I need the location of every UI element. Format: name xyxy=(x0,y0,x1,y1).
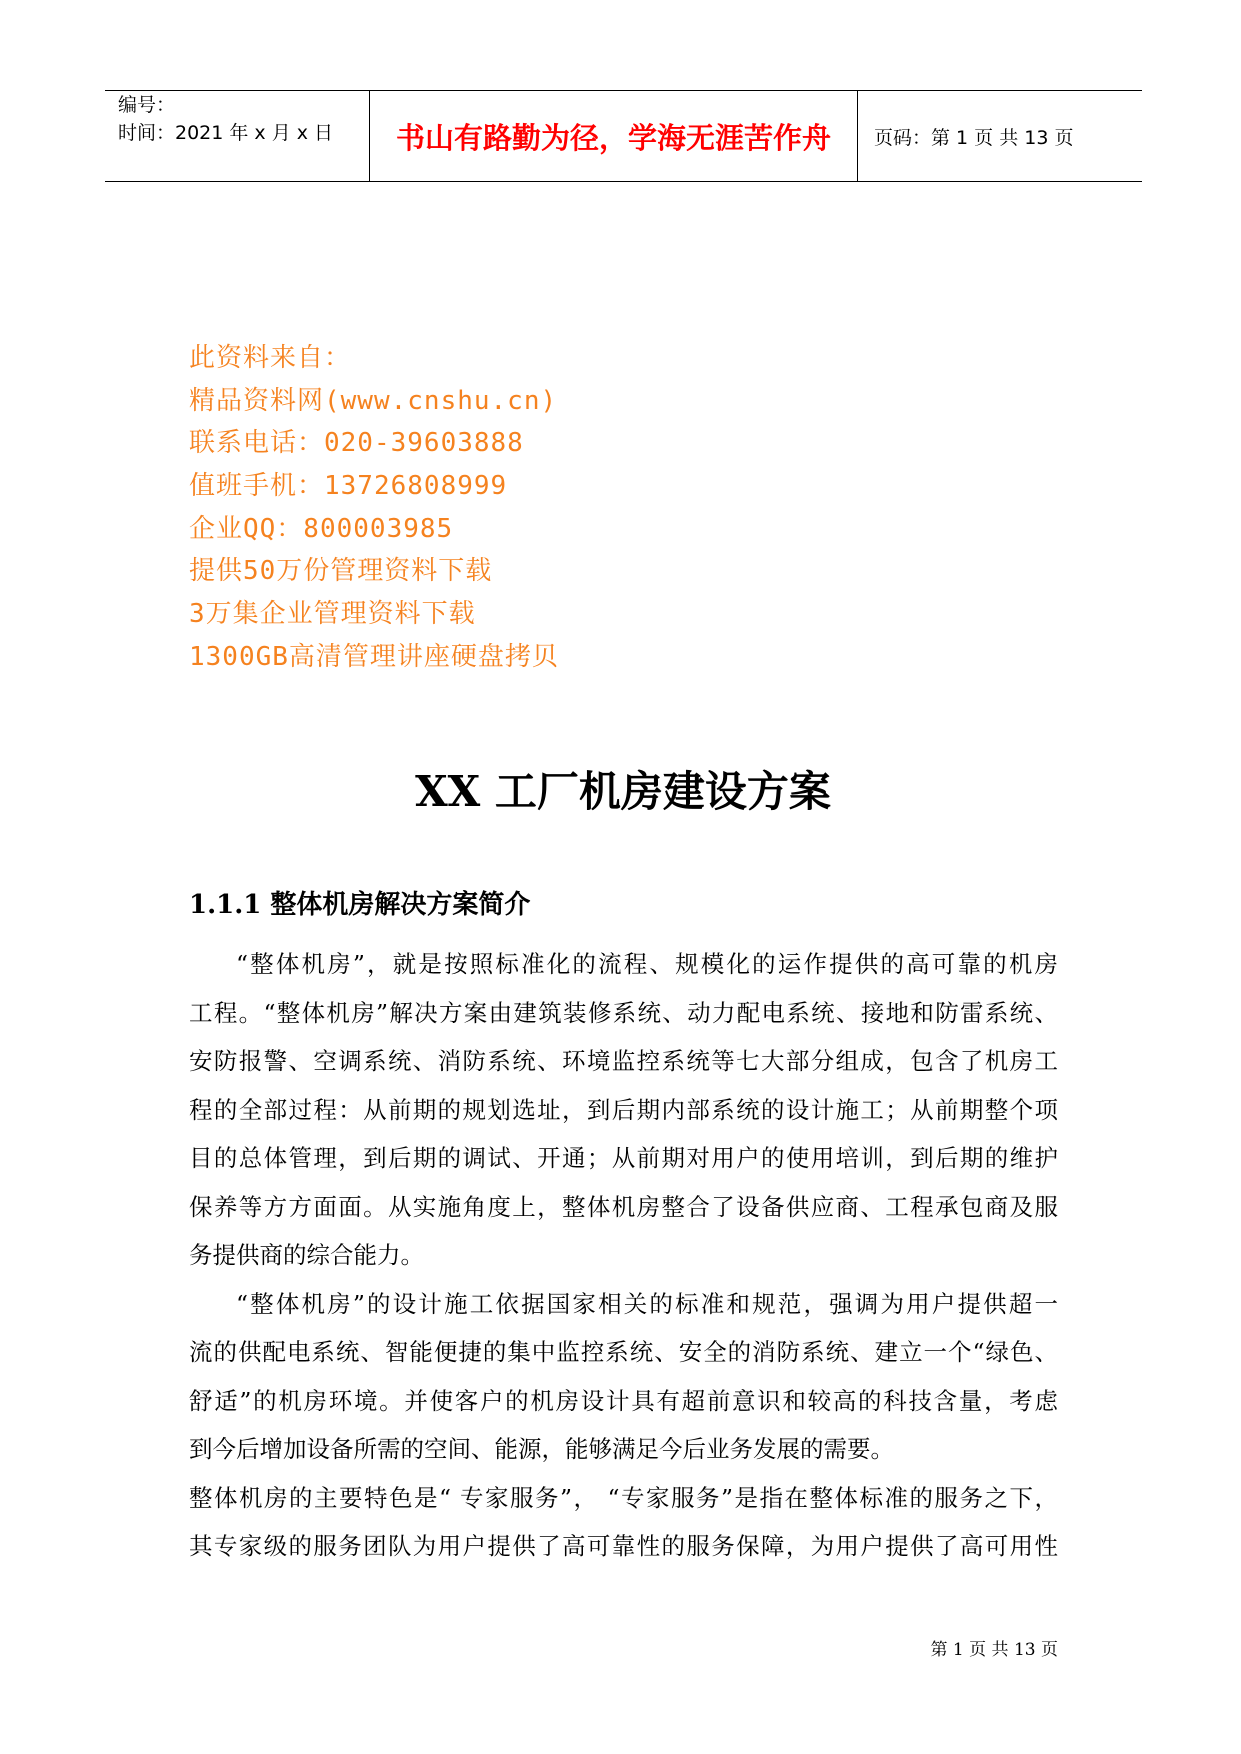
document-number-label: 编号： xyxy=(118,94,176,116)
paragraph-line: 工程。“整体机房”解决方案由建筑装修系统、动力配电系统、接地和防雷系统、 xyxy=(189,998,1058,1027)
page-header xyxy=(105,90,1142,182)
document-date: 时间：2021 年 x 月 x 日 xyxy=(118,122,334,144)
source-line: 1300GB高清管理讲座硬盘拷贝 xyxy=(189,641,559,672)
header-motto-cell xyxy=(369,91,858,181)
source-line: 精品资料网(www.cnshu.cn) xyxy=(189,385,558,416)
paragraph-line: 舒适”的机房环境。并使客户的机房设计具有超前意识和较高的科技含量，考虑 xyxy=(189,1386,1058,1415)
paragraph-line: 流的供配电系统、智能便捷的集中监控系统、安全的消防系统、建立一个“绿色、 xyxy=(189,1338,1058,1366)
paragraph-line: 其专家级的服务团队为用户提供了高可靠性的服务保障，为用户提供了高可用性 xyxy=(189,1532,1058,1560)
paragraph-line: 程的全部过程：从前期的规划选址，到后期内部系统的设计施工；从前期整个项 xyxy=(189,1095,1058,1124)
source-line: 联系电话：020-39603888 xyxy=(189,428,524,459)
header-motto: 书山有路勤为径，学海无涯苦作舟 xyxy=(395,120,831,155)
document-title: XX 工厂机房建设方案 xyxy=(415,767,831,816)
header-page-cell xyxy=(858,91,1142,181)
paragraph-line: 务提供商的综合能力。 xyxy=(189,1241,424,1269)
source-line: 3万集企业管理资料下载 xyxy=(189,599,476,630)
paragraph-line: “整体机房”，就是按照标准化的流程、规模化的运作提供的高可靠的机房 xyxy=(236,950,1058,978)
source-info-block xyxy=(189,337,889,679)
header-meta-cell xyxy=(105,91,369,181)
paragraph-line: 到今后增加设备所需的空间、能源，能够满足今后业务发展的需要。 xyxy=(189,1435,894,1463)
paragraph-line: “整体机房”的设计施工依据国家相关的标准和规范，强调为用户提供超一 xyxy=(236,1289,1058,1318)
section-heading: 1.1.1 整体机房解决方案简介 xyxy=(189,890,531,920)
paragraph-line: 安防报警、空调系统、消防系统、环境监控系统等七大部分组成，包含了机房工 xyxy=(189,1047,1058,1075)
paragraph-line: 整体机房的主要特色是“ 专家服务”， “专家服务”是指在整体标准的服务之下， xyxy=(189,1483,1058,1512)
page-footer-number: 第 1 页 共 13 页 xyxy=(930,1640,1058,1660)
source-line: 提供50万份管理资料下载 xyxy=(189,556,493,587)
header-page-info: 页码：第 1 页 共 13 页 xyxy=(874,126,1074,149)
source-line: 此资料来自： xyxy=(189,343,352,373)
source-line: 企业QQ：800003985 xyxy=(189,513,454,544)
paragraph-line: 保养等方方面面。从实施角度上，整体机房整合了设备供应商、工程承包商及服 xyxy=(189,1192,1058,1221)
paragraph-line: 目的总体管理，到后期的调试、开通；从前期对用户的使用培训，到后期的维护 xyxy=(189,1144,1058,1172)
source-line: 值班手机：13726808999 xyxy=(189,471,508,502)
document-body xyxy=(189,940,1058,1571)
